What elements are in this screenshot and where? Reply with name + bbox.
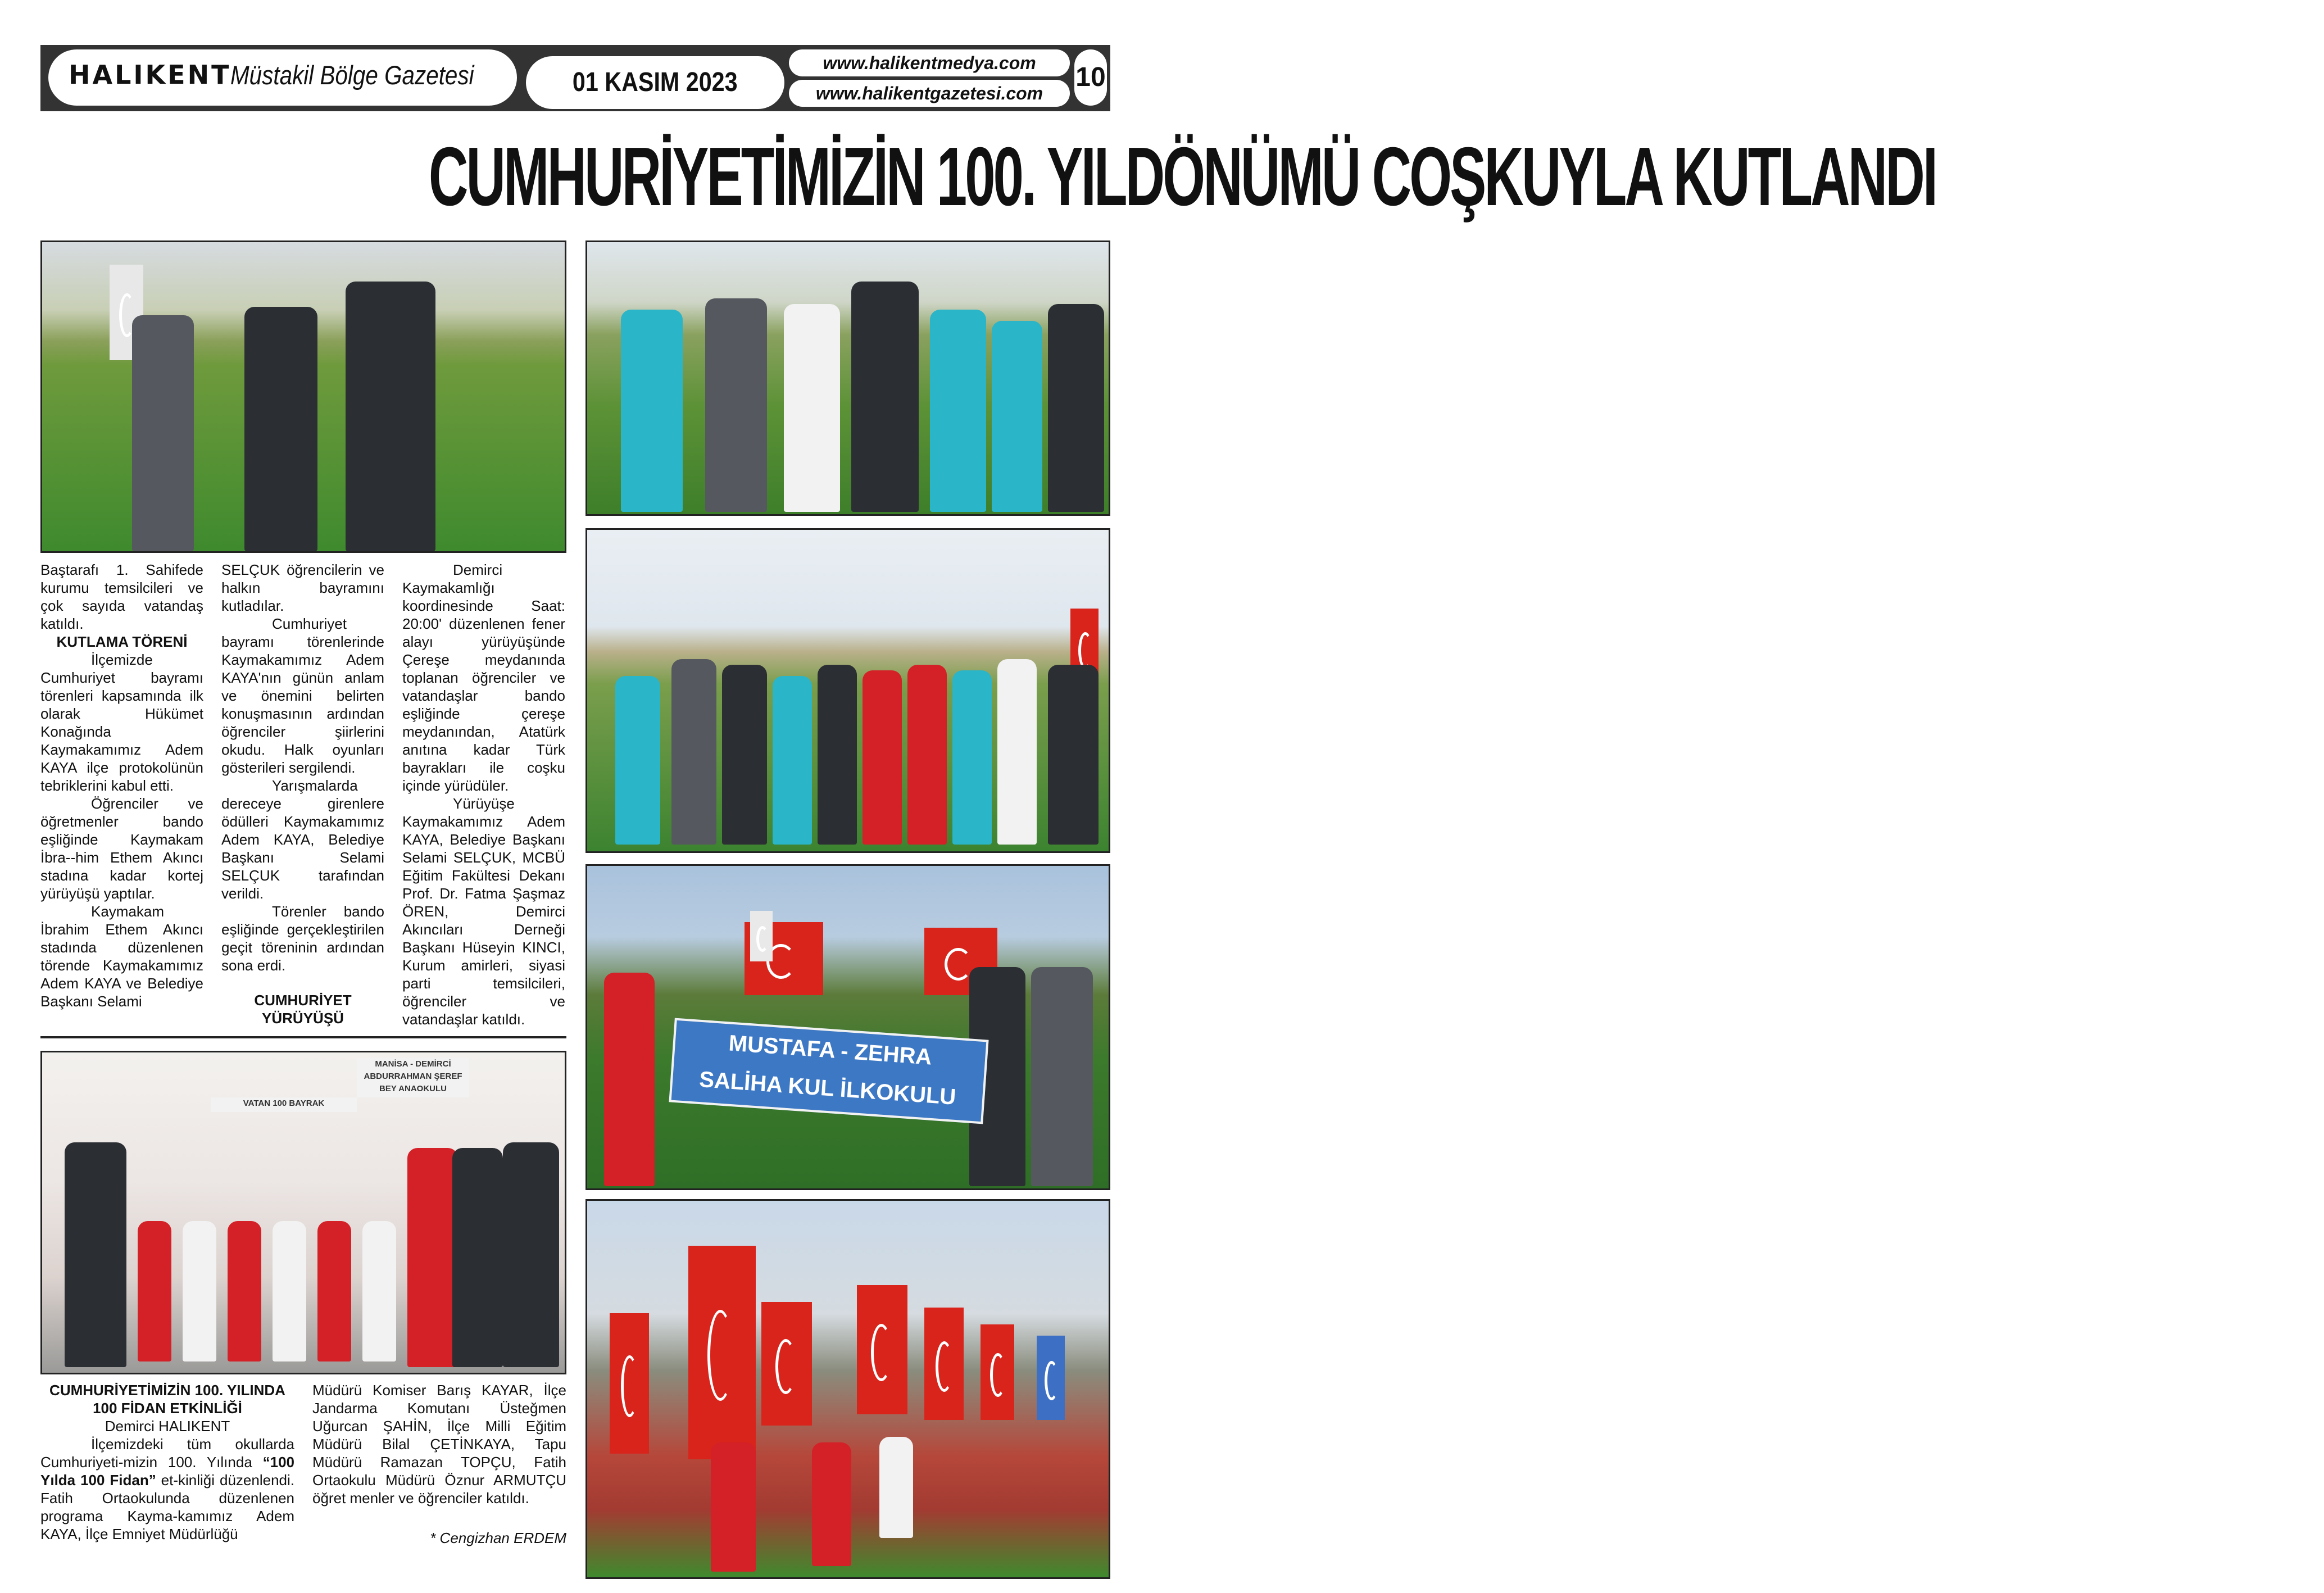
paragraph [40,1435,294,1543]
person-figure [863,670,902,845]
paragraph: İlçemizde Cumhuriyet bayramı törenleri kapsamında ilk olarak Hükümet Konağında Kaymakamımız Adem KAYA ilçe protokolünün tebriklerini kabul etti. [40,651,203,794]
photo-flag-parade [585,1199,1110,1579]
person-figure [773,676,812,845]
photo-officials-speech [40,240,566,553]
person-figure [604,973,655,1186]
paragraph: Müdürü Komiser Barış KAYAR, İlçe Jandarma Komutanı Üsteğmen Uğurcan ŞAHİN, İlçe Milli Eğitim Müdürü Bilal ÇETİNKAYA, Tapu Müdürü Ramazan TOPÇU, Fatih Ortaokulu Müdürü Öznur ARMUTÇU öğret menler ve öğrenciler katıldı. [312,1382,566,1506]
paragraph: Kaymakam İbrahim Ethem Akıncı stadında düzenlenen törende Kaymakamımız Adem KAYA ve Belediye Başkanı Selami [40,903,203,1010]
photo-kindergarten [40,1051,566,1374]
byline: * Cengizhan ERDEM [430,1530,566,1546]
child-figure [138,1221,171,1361]
school-banner [669,1018,988,1124]
masthead-brand [48,49,517,106]
section-heading: CUMHURİYET YÜRÜYÜŞÜ [254,992,352,1027]
banner-line-2: SALİHA KUL İLKOKULU [698,1067,957,1110]
website-link-1[interactable]: www.halikentmedya.com [789,49,1070,76]
paragraph: Cumhuriyet bayramı törenlerinde Kaymakamımız Adem KAYA'nın günün anlam ve önemini belirten konuşmasının ardından öğrenciler şiirlerini okudu. Halk oyunları gösterileri sergilendi. [221,615,384,776]
vatan-sign: VATAN 100 BAYRAK [211,1097,357,1112]
section-divider [40,1036,566,1038]
paragraph: Yarışmalarda dereceye girenlere ödülleri Kaymakamımız Adem KAYA, Belediye Başkanı Selami SELÇUK tarafından verildi. [221,777,384,902]
child-figure [183,1221,216,1361]
article2-column-1 [40,1381,294,1543]
school-sign: MANİSA - DEMİRCİ ABDURRAHMAN ŞEREF BEY ANAOKULU [357,1058,469,1097]
paragraph: Baştarafı 1. Sahifede kurumu temsilcileri ve çok sayıda vatandaş katıldı. [40,561,203,632]
article-column-2 [221,561,384,1027]
text-run-bold: “100 Yılda 100 Fidan” [40,1454,294,1488]
person-figure [952,670,992,845]
section-heading: KUTLAMA TÖRENİ [56,633,188,650]
person-figure [132,315,194,551]
article2-column-2 [312,1381,566,1507]
person-figure [671,659,716,845]
banner-line-1: MUSTAFA - ZEHRA [728,1031,933,1070]
flag-icon [688,1246,756,1459]
page-number: 10 [1074,49,1107,106]
speaker-figure [346,282,435,551]
ataturk-portrait-icon [750,911,773,961]
headline [40,129,1936,225]
person-figure [784,304,840,512]
person-figure [1048,665,1099,845]
person-figure [997,659,1037,845]
person-figure [615,676,660,845]
paragraph: SELÇUK öğrencilerin ve halkın bayramını kutladılar. [221,561,384,614]
child-figure [273,1221,306,1361]
person-figure [1031,967,1093,1186]
child-figure [317,1221,351,1361]
person-figure [818,665,857,845]
paragraph: Yürüyüşe Kaymakamımız Adem KAYA, Belediye Başkanı Selami SELÇUK, MCBÜ Eğitim Fakültesi Dekanı Prof. Dr. Fatma Şaşmaz ÖREN, Demirci Akıncıları Derneği Başkanı Hüseyin KINCI, Kurum amirleri, siyasi parti temsilcileri, öğrenciler ve vatandaşlar katıldı. [402,795,565,1028]
child-figure [362,1221,396,1361]
website-link-2[interactable]: www.halikentgazetesi.com [789,80,1070,107]
person-figure [711,1442,756,1572]
person-figure [705,298,767,512]
masthead [40,45,1110,111]
person-figure [65,1142,126,1367]
flag-icon [924,1308,964,1420]
person-figure [879,1437,913,1538]
article-column-1 [40,561,203,1010]
photo-school-banner [585,864,1110,1190]
person-figure [930,310,986,512]
person-figure [812,1442,851,1566]
person-figure [503,1142,559,1367]
person-figure [452,1148,503,1367]
flag-icon [857,1285,907,1414]
person-figure [722,665,767,845]
person-figure [907,665,947,845]
flag-icon [610,1313,649,1454]
flag-icon [761,1302,812,1426]
headline-text: CUMHURİYETİMİZİN 100. YILDÖNÜMÜ COŞKUYLA KUTLANDI [428,130,1936,223]
issue-date [526,56,784,109]
article-column-3 [402,561,565,1028]
person-figure [851,282,919,512]
newspaper-name: HALIKENT [69,60,232,90]
person-figure [1048,304,1104,512]
text-run: et-kinliği düzenlendi. Fatih Ortaokulunda düzenlenen programa Kayma-kamımız Adem KAYA, İlçe Emniyet Müdürlüğü [40,1472,294,1542]
flag-icon [981,1324,1014,1420]
photo-group-field [585,528,1110,853]
paragraph: Törenler bando eşliğinde gerçekleştirilen geçit töreninin ardından sona erdi. [221,903,384,974]
person-figure [244,307,317,551]
person-figure [992,321,1042,512]
article2-title: CUMHURİYETİMİZİN 100. YILINDA 100 FİDAN ETKİNLİĞİ [49,1382,285,1417]
child-figure [228,1221,261,1361]
paragraph: Demirci Kaymakamlığı koordinesinde Saat: 20:00' düzenlenen fener alayı yürüyüşünde Çereşe meydanında toplanan öğrenciler ve vatandaşlar bando eşliğinde çereşe meydanından, Atatürk anıtına kadar Türk bayrakları ile coşku içinde yürüdüler. [402,561,565,794]
newspaper-subtitle: Müstakil Bölge Gazetesi [230,60,474,90]
paragraph: Öğrenciler ve öğretmenler bando eşliğinde Kaymakam İbra--him Ethem Akıncı stadına kadar kortej yürüyüşü yaptılar. [40,795,203,902]
flag-icon [1037,1336,1065,1420]
photo-award-winners [585,240,1110,516]
article2-dateline: Demirci HALIKENT [105,1418,230,1435]
person-figure [621,310,683,512]
text-run: İlçemizdeki tüm okullarda Cumhuriyeti-mizin 100. Yılında [40,1436,294,1471]
person-figure [407,1148,458,1367]
issue-date-text: 01 KASIM 2023 [573,67,738,97]
